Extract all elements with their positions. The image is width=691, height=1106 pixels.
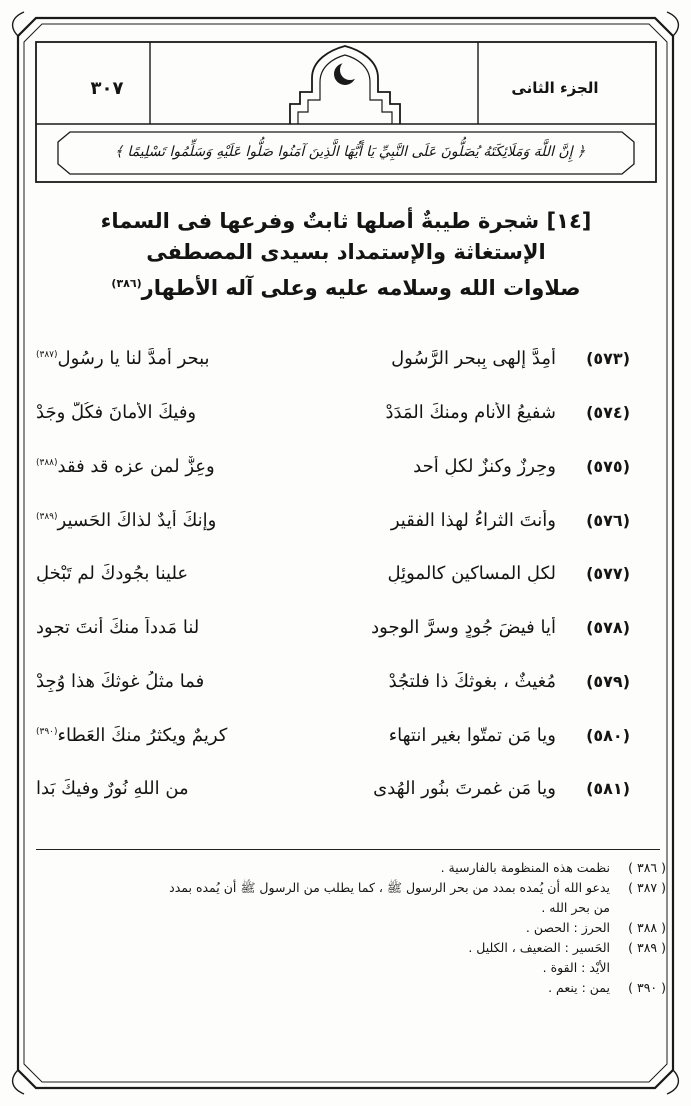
verse-number: (٥٧٧) — [586, 564, 630, 584]
verse-second-hemistich-wrap — [30, 778, 306, 799]
verse-line — [30, 440, 630, 494]
footnote-number: ( ٣٨٩ ) — [628, 940, 666, 955]
verse-second-hemistich: لنا مَدداً منكَ أنتَ تجود — [36, 617, 200, 639]
footnote-ref: (٣٨٩) — [36, 511, 58, 522]
footnote — [24, 978, 666, 998]
verse-number: (٥٧٥) — [586, 456, 630, 476]
verse-number: (٥٧٣) — [586, 349, 630, 369]
verse-second-hemistich: ببحرِ أمدَّ لنا يا رسُول — [57, 348, 210, 370]
footnote-text: الحرز : الحصن . — [525, 920, 610, 935]
verse-first-hemistich: وحِرزٌ وكنزٌ لكلِ أحد — [413, 455, 556, 477]
verse-number: (٥٧٤) — [586, 403, 630, 423]
verse-second-hemistich: من اللهِ نُورٌ وفيكَ بَدا — [36, 778, 189, 800]
verse-second-hemistich-wrap — [30, 617, 306, 638]
footnote-number: ( ٣٩٠ ) — [628, 980, 666, 995]
page-number: ٣٠٧ — [90, 77, 124, 99]
poem — [30, 332, 630, 816]
verse-first-hemistich: ويا مَن تمتّوا بغيرِ انتهاء — [388, 724, 556, 746]
title-line-3-text: صلاوات الله وسلامه عليه وعلى آله الأطهار — [141, 276, 581, 300]
footnote-text: نظمت هذه المنظومة بالفارسية . — [440, 860, 610, 875]
verse-first-hemistich: مُغيثٌ ، بغوثكَ ذا فلتجُدْ — [388, 670, 556, 692]
verse-first-hemistich: أيا فيضَ جُودٍ وسرَّ الوجود — [371, 617, 556, 639]
footnote-number: ( ٣٨٦ ) — [628, 860, 666, 875]
verse-second-hemistich-wrap — [30, 456, 306, 477]
verse-second-hemistich: كريمٌ ويكثرُ منكَ العَطاء — [57, 724, 228, 746]
footnote-divider — [36, 849, 660, 850]
verse-line — [30, 493, 630, 547]
footnote-continuation: الأيْد : القوة . — [542, 960, 610, 975]
title-line-2: الإستغاثة والإستمداد بسيدى المصطفى — [146, 240, 546, 264]
verse-line — [30, 655, 630, 709]
footnote — [24, 858, 666, 878]
verse-line — [30, 386, 630, 440]
footnote-text: يدعو الله أن يُمده بمدد من بحر الرسول ﷺ ، كما يطلب من الرسول ﷺ أن يُمده بمدد — [169, 880, 610, 895]
footnote — [24, 918, 666, 938]
verse-first-hemistich: أمِدَّ إلهى بِبحرِ الرَّسُول — [391, 348, 556, 370]
verse-line — [30, 547, 630, 601]
verse-second-hemistich-wrap — [30, 348, 306, 369]
footnote-text: يمن : ينعم . — [548, 980, 610, 995]
footnote-ref: (٣٨٦) — [111, 277, 142, 290]
title-line-3 — [30, 268, 662, 304]
verse-second-hemistich: وفيكَ الأمانَ فكُلٌّ وجَدْ — [36, 402, 197, 424]
verse-second-hemistich-wrap — [30, 725, 306, 746]
section-title — [30, 206, 662, 304]
verse-second-hemistich-wrap — [30, 671, 306, 692]
footnote-number: ( ٣٨٨ ) — [628, 920, 666, 935]
footnote-ref: (٣٩٠) — [36, 726, 58, 737]
part-label: الجزء الثانى — [511, 79, 599, 97]
verse-second-hemistich-wrap — [30, 510, 306, 531]
verse-number: (٥٧٨) — [586, 618, 630, 638]
verse-line — [30, 332, 630, 386]
verse-second-hemistich: علينا بجُودكَ لم تَبْخلِ — [36, 563, 189, 585]
quran-verse-band: ﴿ إِنَّ اللَّهَ وَمَلَائِكَتَهُ يُصَلُّونَ عَلَى النَّبِيِّ يَا أَيُّهَا الَّذِينَ آمَنُوا صَلُّوا عَلَيْهِ وَسَلِّمُوا تَسْلِيمًا ﴾ — [114, 144, 586, 160]
verse-number: (٥٨٠) — [586, 725, 630, 745]
verse-second-hemistich-wrap — [30, 402, 306, 423]
verse-number: (٥٨١) — [586, 779, 630, 799]
verse-second-hemistich: فما مثلُ غوثكَ هذا وُجِدْ — [36, 670, 205, 692]
verse-line — [30, 601, 630, 655]
footnote-number: ( ٣٨٧ ) — [628, 880, 666, 895]
verse-second-hemistich: وإنكَ أيدٌ لذاكَ الحَسير — [57, 509, 217, 531]
verse-second-hemistich-wrap — [30, 563, 306, 584]
footnote-continuation: من بحر الله . — [541, 900, 610, 915]
verse-number: (٥٧٦) — [586, 510, 630, 530]
verse-first-hemistich: لكلِ المساكينِ كالموئِلِ — [387, 563, 556, 585]
title-line-1: [١٤] شجرة طيبةٌ أصلها ثابتٌ وفرعها فى السماء — [100, 209, 592, 233]
footnote-ref: (٣٨٧) — [36, 350, 58, 361]
verse-first-hemistich: شفيعُ الأنامِ ومنكَ المَدَدْ — [385, 402, 556, 424]
crescent-icon — [334, 60, 360, 85]
verse-line — [30, 762, 630, 816]
verse-line — [30, 708, 630, 762]
verse-number: (٥٧٩) — [586, 671, 630, 691]
footnotes — [24, 858, 666, 998]
verse-first-hemistich: ويا مَن غمرتَ بنُورِ الهُدى — [373, 778, 556, 800]
verse-second-hemistich: وعِزٌّ لمن عزه قد فقد — [57, 455, 215, 477]
footnote-text: الحَسير : الضعيف ، الكليل . — [468, 940, 610, 955]
footnote — [24, 878, 666, 898]
footnote — [24, 938, 666, 958]
footnote-ref: (٣٨٨) — [36, 457, 58, 468]
verse-first-hemistich: وأنتَ الثراءُ لهذا الفقير — [390, 509, 556, 531]
